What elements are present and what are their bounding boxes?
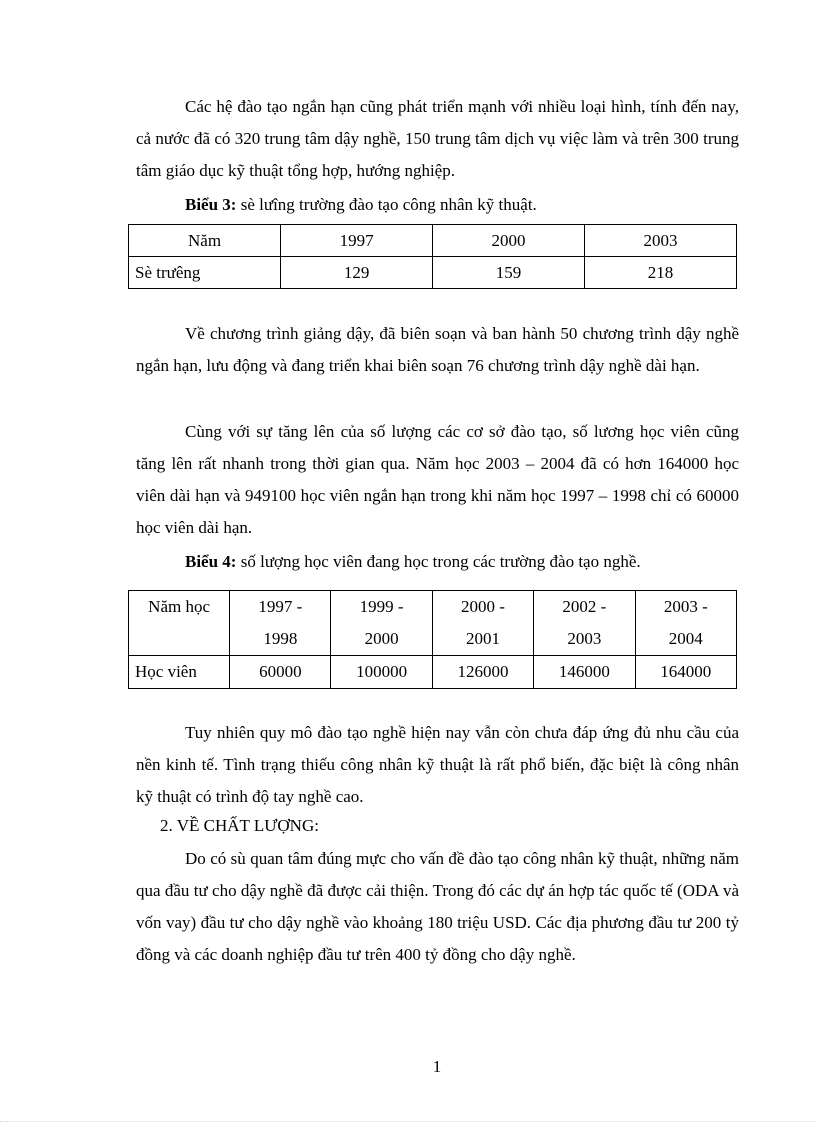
paragraph-short-term-training: Các hệ đào tạo ngắn hạn cũng phát triển mạnh với nhiều loại hình, tính đến nay, cả nước đã có 320 trung tâm dậy nghề, 150 trung tâm dịch vụ việc làm và trên 300 trung tâm giáo dục kỹ thuật tổng hợp, hướng nghiệp. <box>136 97 739 180</box>
paragraph-scale-limitations: Tuy nhiên quy mô đào tạo nghề hiện nay vẫn còn chưa đáp ứng đủ nhu cầu của nền kinh tế. Tình trạng thiếu công nhân kỹ thuật là rất phổ biến, đặc biệt là công nhân kỹ thuật có trình độ tay nghề cao. <box>136 723 739 806</box>
paragraph-curriculum: Về chương trình giảng dậy, đã biên soạn và ban hành 50 chương trình dậy nghề ngắn hạn, lưu động và đang triển khai biên soạn 76 chương trình dậy nghề dài hạn. <box>136 324 739 375</box>
header-year-start: 1999 - <box>359 597 404 616</box>
table-header-cell: 2000 <box>433 225 585 257</box>
table-cell: 218 <box>585 257 737 289</box>
table-row <box>129 656 737 689</box>
table-row <box>129 257 737 289</box>
table-header-cell: Năm <box>129 225 281 257</box>
table-cell: 159 <box>433 257 585 289</box>
table-header-cell <box>635 591 736 656</box>
paragraph-student-growth: Cùng với sự tăng lên của số lượng các cơ sở đào tạo, số lương học viên cũng tăng lên rất nhanh trong thời gian qua. Năm học 2003 – 2004 đã có hơn 164000 học viên dài hạn và 949100 học viên ngắn hạn trong khi năm học 1997 – 1998 chỉ có 60000 học viên dài hạn. <box>136 422 739 537</box>
header-year-start: 2000 - <box>461 597 505 616</box>
header-year-start: 2003 - <box>663 597 708 616</box>
table-header-cell <box>432 591 533 656</box>
caption-chart-3-label: Biểu 3: <box>185 195 237 214</box>
header-label: Năm học <box>148 597 211 616</box>
table-cell: 126000 <box>432 656 533 689</box>
page-number: 1 <box>432 1057 442 1076</box>
table-header-cell: 1997 <box>281 225 433 257</box>
table-cell: 129 <box>281 257 433 289</box>
header-year-end: 2000 <box>364 629 399 648</box>
paragraph-investment: Do có sù quan tâm đúng mực cho vấn đề đào tạo công nhân kỹ thuật, những năm qua đầu tư cho dậy nghề đã được cải thiện. Trong đó các dự án hợp tác quốc tế (ODA và vốn vay) đầu tư cho dậy nghề vào khoảng 180 triệu USD. Các địa phương đầu tư 200 tỷ đồng và các doanh nghiệp đầu tư trên 400 tỷ đồng cho dậy nghề. <box>136 849 739 964</box>
table-row <box>129 225 737 257</box>
table-header-cell <box>129 591 230 656</box>
header-year-start: 2002 - <box>562 597 607 616</box>
table-school-count <box>128 224 737 289</box>
caption-chart-3-text: sè lưîng trường đào tạo công nhân kỹ thuật. <box>236 195 537 214</box>
table-header-cell <box>230 591 331 656</box>
caption-chart-4-text: số lượng học viên đang học trong các trường đào tạo nghề. <box>236 552 641 571</box>
header-year-end: 1998 <box>263 629 298 648</box>
table-header-cell <box>331 591 432 656</box>
table-cell: 100000 <box>331 656 432 689</box>
table-header-cell <box>534 591 635 656</box>
table-cell: 164000 <box>635 656 736 689</box>
header-year-end: 2001 <box>466 629 501 648</box>
header-year-end: 2003 <box>567 629 602 648</box>
caption-chart-3 <box>185 193 537 217</box>
page-bottom-divider <box>0 1121 816 1122</box>
table-cell: Học viên <box>129 656 230 689</box>
header-year-end: 2004 <box>668 629 703 648</box>
table-row <box>129 591 737 656</box>
table-header-cell: 2003 <box>585 225 737 257</box>
table-cell: Sè trưêng <box>129 257 281 289</box>
caption-chart-4 <box>185 550 641 574</box>
caption-chart-4-label: Biểu 4: <box>185 552 237 571</box>
section-heading-quality: 2. VỀ CHẤT LƯỢNG: <box>160 816 319 835</box>
header-year-start: 1997 - <box>258 597 303 616</box>
table-cell: 60000 <box>230 656 331 689</box>
table-student-count <box>128 590 737 689</box>
table-cell: 146000 <box>534 656 635 689</box>
